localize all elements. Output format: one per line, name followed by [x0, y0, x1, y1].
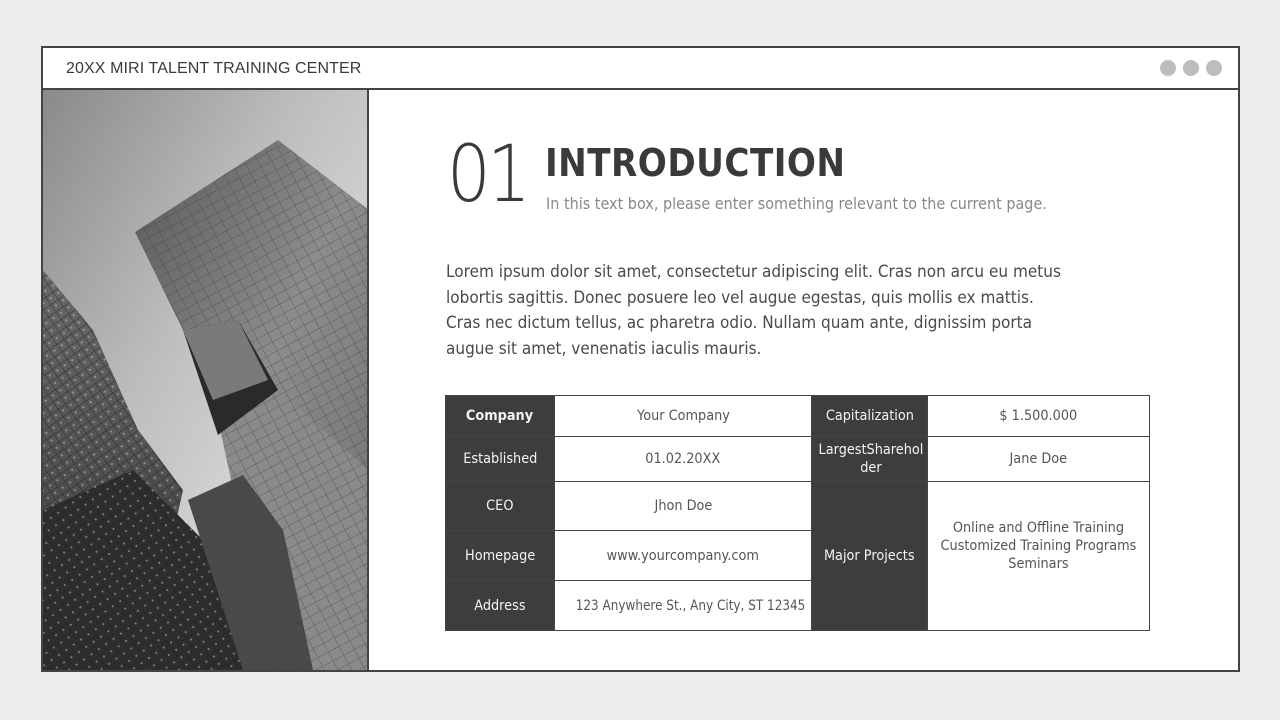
- table-row: [446, 482, 1150, 531]
- dot-icon: [1183, 60, 1199, 76]
- body-line: lobortis sagittis. Donec posuere leo vel augue egestas, quis mollis ex mattis.: [446, 287, 1034, 308]
- label-capitalization: Capitalization: [812, 396, 928, 437]
- label-homepage: Homepage: [446, 531, 555, 581]
- value-largest-shareholder: Jane Doe: [928, 437, 1150, 482]
- body-line: Cras nec dictum tellus, ac pharetra odio. Nullam quam ante, dignissim porta: [446, 313, 1033, 333]
- value-homepage: www.yourcompany.com: [555, 531, 812, 581]
- value-address: 123 Anywhere St., Any City, ST 12345: [555, 581, 812, 631]
- section-subtitle: In this text box, please enter something relevant to the current page.: [546, 194, 1047, 213]
- label-ceo: CEO: [446, 482, 555, 531]
- value-major-projects: Online and Offline Training Customized Training Programs Seminars: [928, 482, 1150, 631]
- dot-icon: [1160, 60, 1176, 76]
- window-dots: [1160, 60, 1222, 76]
- table-row: [446, 396, 1150, 437]
- slide-frame: [41, 46, 1240, 672]
- value-ceo: Jhon Doe: [555, 482, 812, 531]
- dot-icon: [1206, 60, 1222, 76]
- value-established: 01.02.20XX: [555, 437, 812, 482]
- body-paragraph: [446, 260, 1061, 362]
- label-company: Company: [446, 396, 555, 437]
- value-capitalization: $ 1.500.000: [928, 396, 1150, 437]
- company-info-table: [445, 395, 1150, 631]
- label-major-projects: Major Projects: [812, 482, 928, 631]
- body-line: augue sit amet, venenatis iaculis mauris.: [446, 338, 762, 359]
- label-established: Established: [446, 437, 555, 482]
- label-address: Address: [446, 581, 555, 631]
- table-row: [446, 437, 1150, 482]
- header-title: 20XX MIRI TALENT TRAINING CENTER: [66, 60, 362, 77]
- section-title: INTRODUCTION: [545, 141, 846, 185]
- label-largest-shareholder: LargestSharehol der: [812, 437, 928, 482]
- value-company: Your Company: [555, 396, 812, 437]
- section-number: 01: [447, 130, 528, 220]
- body-line: Lorem ipsum dolor sit amet, consectetur adipiscing elit. Cras non arcu eu metus: [446, 262, 1061, 282]
- skyscraper-photo: [43, 90, 369, 670]
- header-bar: [43, 48, 1238, 90]
